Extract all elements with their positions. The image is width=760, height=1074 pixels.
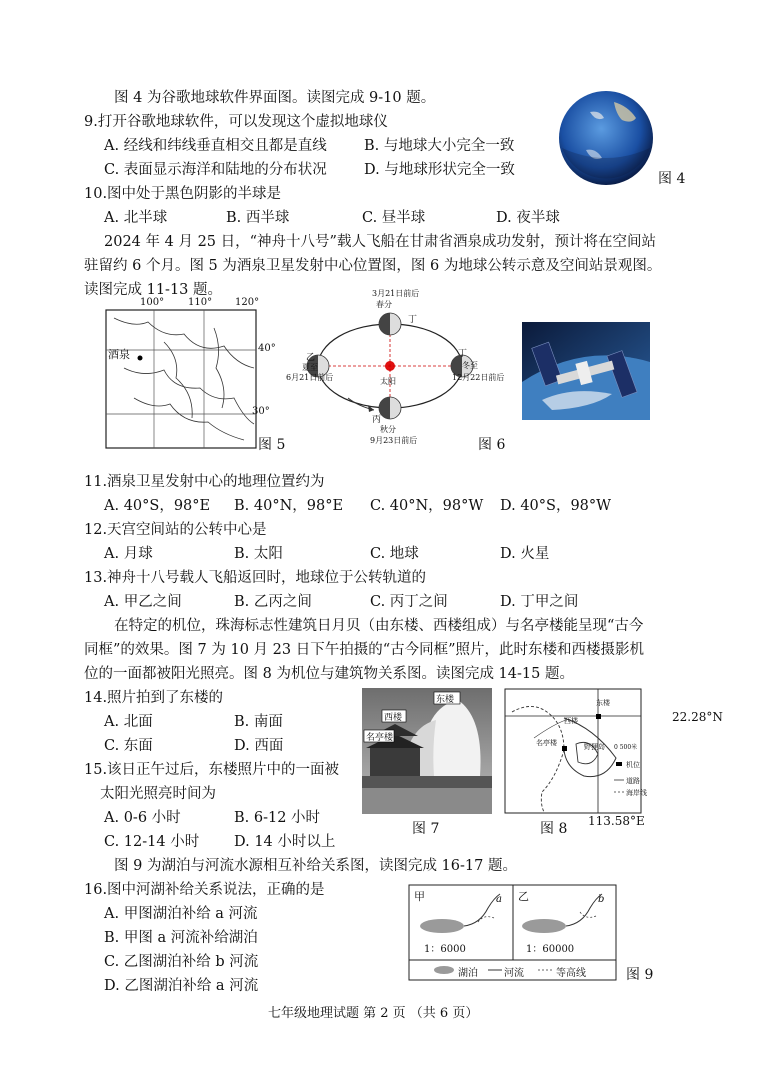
q12-option-d: D. 火星	[500, 546, 550, 562]
q15-stem-line2: 太阳光照亮时间为	[100, 786, 216, 802]
q14-stem: 14.照片拍到了东楼的	[84, 690, 224, 706]
q13-option-b: B. 乙丙之间	[234, 594, 312, 610]
fig5-jiuquan-label: 酒泉	[108, 348, 130, 361]
fig6-winter-date: 12月22日前后	[452, 373, 505, 382]
q15-option-c: C. 12-14 小时	[104, 834, 200, 850]
q14-option-a: A. 北面	[104, 714, 153, 730]
q13-option-a: A. 甲乙之间	[104, 594, 182, 610]
q9-option-c: C. 表面显示海洋和陆地的分布状况	[104, 162, 327, 178]
intro-11-13-line3: 读图完成 11-13 题。	[84, 282, 223, 298]
fig8-west-tag: 西楼	[564, 717, 578, 725]
q12-option-c: C. 地球	[370, 546, 419, 562]
fig6-spring: 春分	[376, 300, 392, 309]
space-station-photo	[522, 322, 650, 420]
figure-5-label: 图 5	[258, 437, 286, 453]
q11-option-a: A. 40°S，98°E	[104, 498, 211, 514]
fig6-bing-label: 丙	[372, 415, 382, 425]
fig8-legend-scale: 0 500米	[614, 744, 638, 751]
figure-5-map	[104, 298, 284, 453]
q16-option-b: B. 甲图 a 河流补给湖泊	[104, 930, 258, 946]
q15-option-b: B. 6-12 小时	[234, 810, 321, 826]
fig9-river-b: b	[598, 894, 605, 905]
intro-16-17: 图 9 为湖泊与河流水源相互补给关系图，读图完成 16-17 题。	[114, 858, 517, 874]
fig5-lat-30: 30°	[252, 406, 270, 417]
fig9-river-a: a	[496, 894, 502, 905]
fig9-scale-jia: 1：6000	[424, 944, 466, 955]
figure-7-label: 图 7	[412, 821, 440, 837]
q12-option-a: A. 月球	[104, 546, 153, 562]
q11-stem: 11.酒泉卫星发射中心的地理位置约为	[84, 474, 325, 490]
intro-11-13-line1: 2024 年 4 月 25 日，“神舟十八号”载人飞船在甘肃省酒泉成功发射，预计将在空间站	[104, 234, 656, 250]
q11-option-d: D. 40°S，98°W	[500, 498, 612, 514]
q12-option-b: B. 太阳	[234, 546, 283, 562]
fig9-legend-contour: 等高线	[556, 968, 586, 979]
intro-14-15-line3: 位的一面都被阳光照亮。图 8 为机位与建筑物关系图。读图完成 14-15 题。	[84, 666, 574, 682]
q10-option-a: A. 北半球	[104, 210, 168, 226]
fig9-legend-river: 河流	[504, 968, 524, 979]
figure-8-map	[504, 688, 644, 816]
fig9-legend-lake: 湖泊	[458, 968, 478, 979]
figure-8-label: 图 8	[540, 821, 568, 837]
fig8-pavilion-tag: 名亭楼	[536, 739, 557, 747]
q14-option-b: B. 南面	[234, 714, 283, 730]
figure-9-label: 图 9	[626, 967, 654, 983]
q14-option-d: D. 西面	[234, 738, 284, 754]
fig5-lon-100: 100°	[140, 297, 165, 308]
intro-9-10: 图 4 为谷歌地球软件界面图。读图完成 9-10 题。	[114, 90, 436, 106]
fig6-summer: 夏至	[302, 363, 318, 372]
q16-stem: 16.图中河湖补给关系说法，正确的是	[84, 882, 325, 898]
fig8-legend-road: 道路	[626, 777, 640, 785]
fig9-yi-label: 乙	[518, 890, 529, 903]
q16-option-c: C. 乙图湖泊补给 b 河流	[104, 954, 259, 970]
q12-stem: 12.天宫空间站的公转中心是	[84, 522, 267, 538]
fig6-autumn-date: 9月23日前后	[370, 436, 418, 445]
q10-option-b: B. 西半球	[226, 210, 290, 226]
q9-option-b: B. 与地球大小完全一致	[364, 138, 515, 154]
q11-option-b: B. 40°N，98°E	[234, 498, 344, 514]
fig7-tag-pavilion: 名亭楼	[366, 733, 394, 743]
figure-7-photo	[362, 688, 492, 814]
page-footer: 七年级地理试题 第 2 页 （共 6 页）	[268, 1006, 479, 1021]
fig6-spring-date: 3月21日前后	[372, 289, 420, 298]
fig9-jia-label: 甲	[414, 890, 425, 903]
fig5-lon-110: 110°	[188, 297, 213, 308]
q10-option-c: C. 昼半球	[362, 210, 426, 226]
fig5-lon-120: 120°	[235, 297, 260, 308]
figure-4-label: 图 4	[658, 171, 686, 187]
q10-option-d: D. 夜半球	[496, 210, 560, 226]
intro-14-15-line1: 在特定的机位，珠海标志性建筑日月贝（由东楼、西楼组成）与名亭楼能呈现“古今	[114, 618, 644, 634]
fig6-autumn: 秋分	[380, 425, 396, 434]
q9-stem: 9.打开谷歌地球软件，可以发现这个虚拟地球仪	[84, 114, 388, 130]
fig8-island-tag: 野狸岛	[584, 743, 605, 751]
q16-option-d: D. 乙图湖泊补给 a 河流	[104, 978, 259, 994]
figure-6-label: 图 6	[478, 437, 506, 453]
q16-option-a: A. 甲图湖泊补给 a 河流	[104, 906, 258, 922]
q15-stem-line1: 15.该日正午过后，东楼照片中的一面被	[84, 762, 340, 778]
intro-14-15-line2: 同框”的效果。图 7 为 10 月 23 日下午拍摄的“古今同框”照片，此时东楼和西楼摄影机	[84, 642, 645, 658]
fig8-east-tag: 东楼	[596, 699, 610, 707]
q10-stem: 10.图中处于黑色阴影的半球是	[84, 186, 282, 202]
fig8-legend-camera: 机位	[626, 761, 640, 769]
fig8-legend-coast: 海岸线	[626, 789, 647, 797]
fig6-yi-label: 乙	[306, 353, 316, 363]
q13-stem: 13.神舟十八号载人飞船返回时，地球位于公转轨道的	[84, 570, 427, 586]
q14-option-c: C. 东面	[104, 738, 153, 754]
intro-11-13-line2: 驻留约 6 个月。图 5 为酒泉卫星发射中心位置图，图 6 为地球公转示意及空间站景观图。	[84, 258, 662, 274]
fig9-scale-yi: 1：60000	[526, 944, 575, 955]
q13-option-c: C. 丙丁之间	[370, 594, 448, 610]
figure-4-globe	[556, 88, 656, 188]
fig6-sun-label: 太阳	[380, 377, 396, 386]
fig7-tag-west: 西楼	[384, 713, 403, 723]
q15-option-a: A. 0-6 小时	[104, 810, 181, 826]
q13-option-d: D. 丁甲之间	[500, 594, 579, 610]
fig7-tag-east: 东楼	[436, 695, 455, 705]
fig6-ding-top: 丁	[408, 315, 418, 325]
fig5-lat-40: 40°	[258, 343, 276, 354]
fig6-winter: 冬至	[462, 361, 478, 370]
q9-option-d: D. 与地球形状完全一致	[364, 162, 515, 178]
fig6-summer-date: 6月21日前后	[286, 373, 334, 382]
fig8-lat-label: 22.28°N	[672, 710, 723, 724]
q15-option-d: D. 14 小时以上	[234, 834, 336, 850]
q9-option-a: A. 经线和纬线垂直相交且都是直线	[104, 138, 327, 154]
fig8-lon-label: 113.58°E	[588, 814, 645, 828]
q11-option-c: C. 40°N，98°W	[370, 498, 484, 514]
fig6-ding-label: 丁	[458, 349, 468, 359]
